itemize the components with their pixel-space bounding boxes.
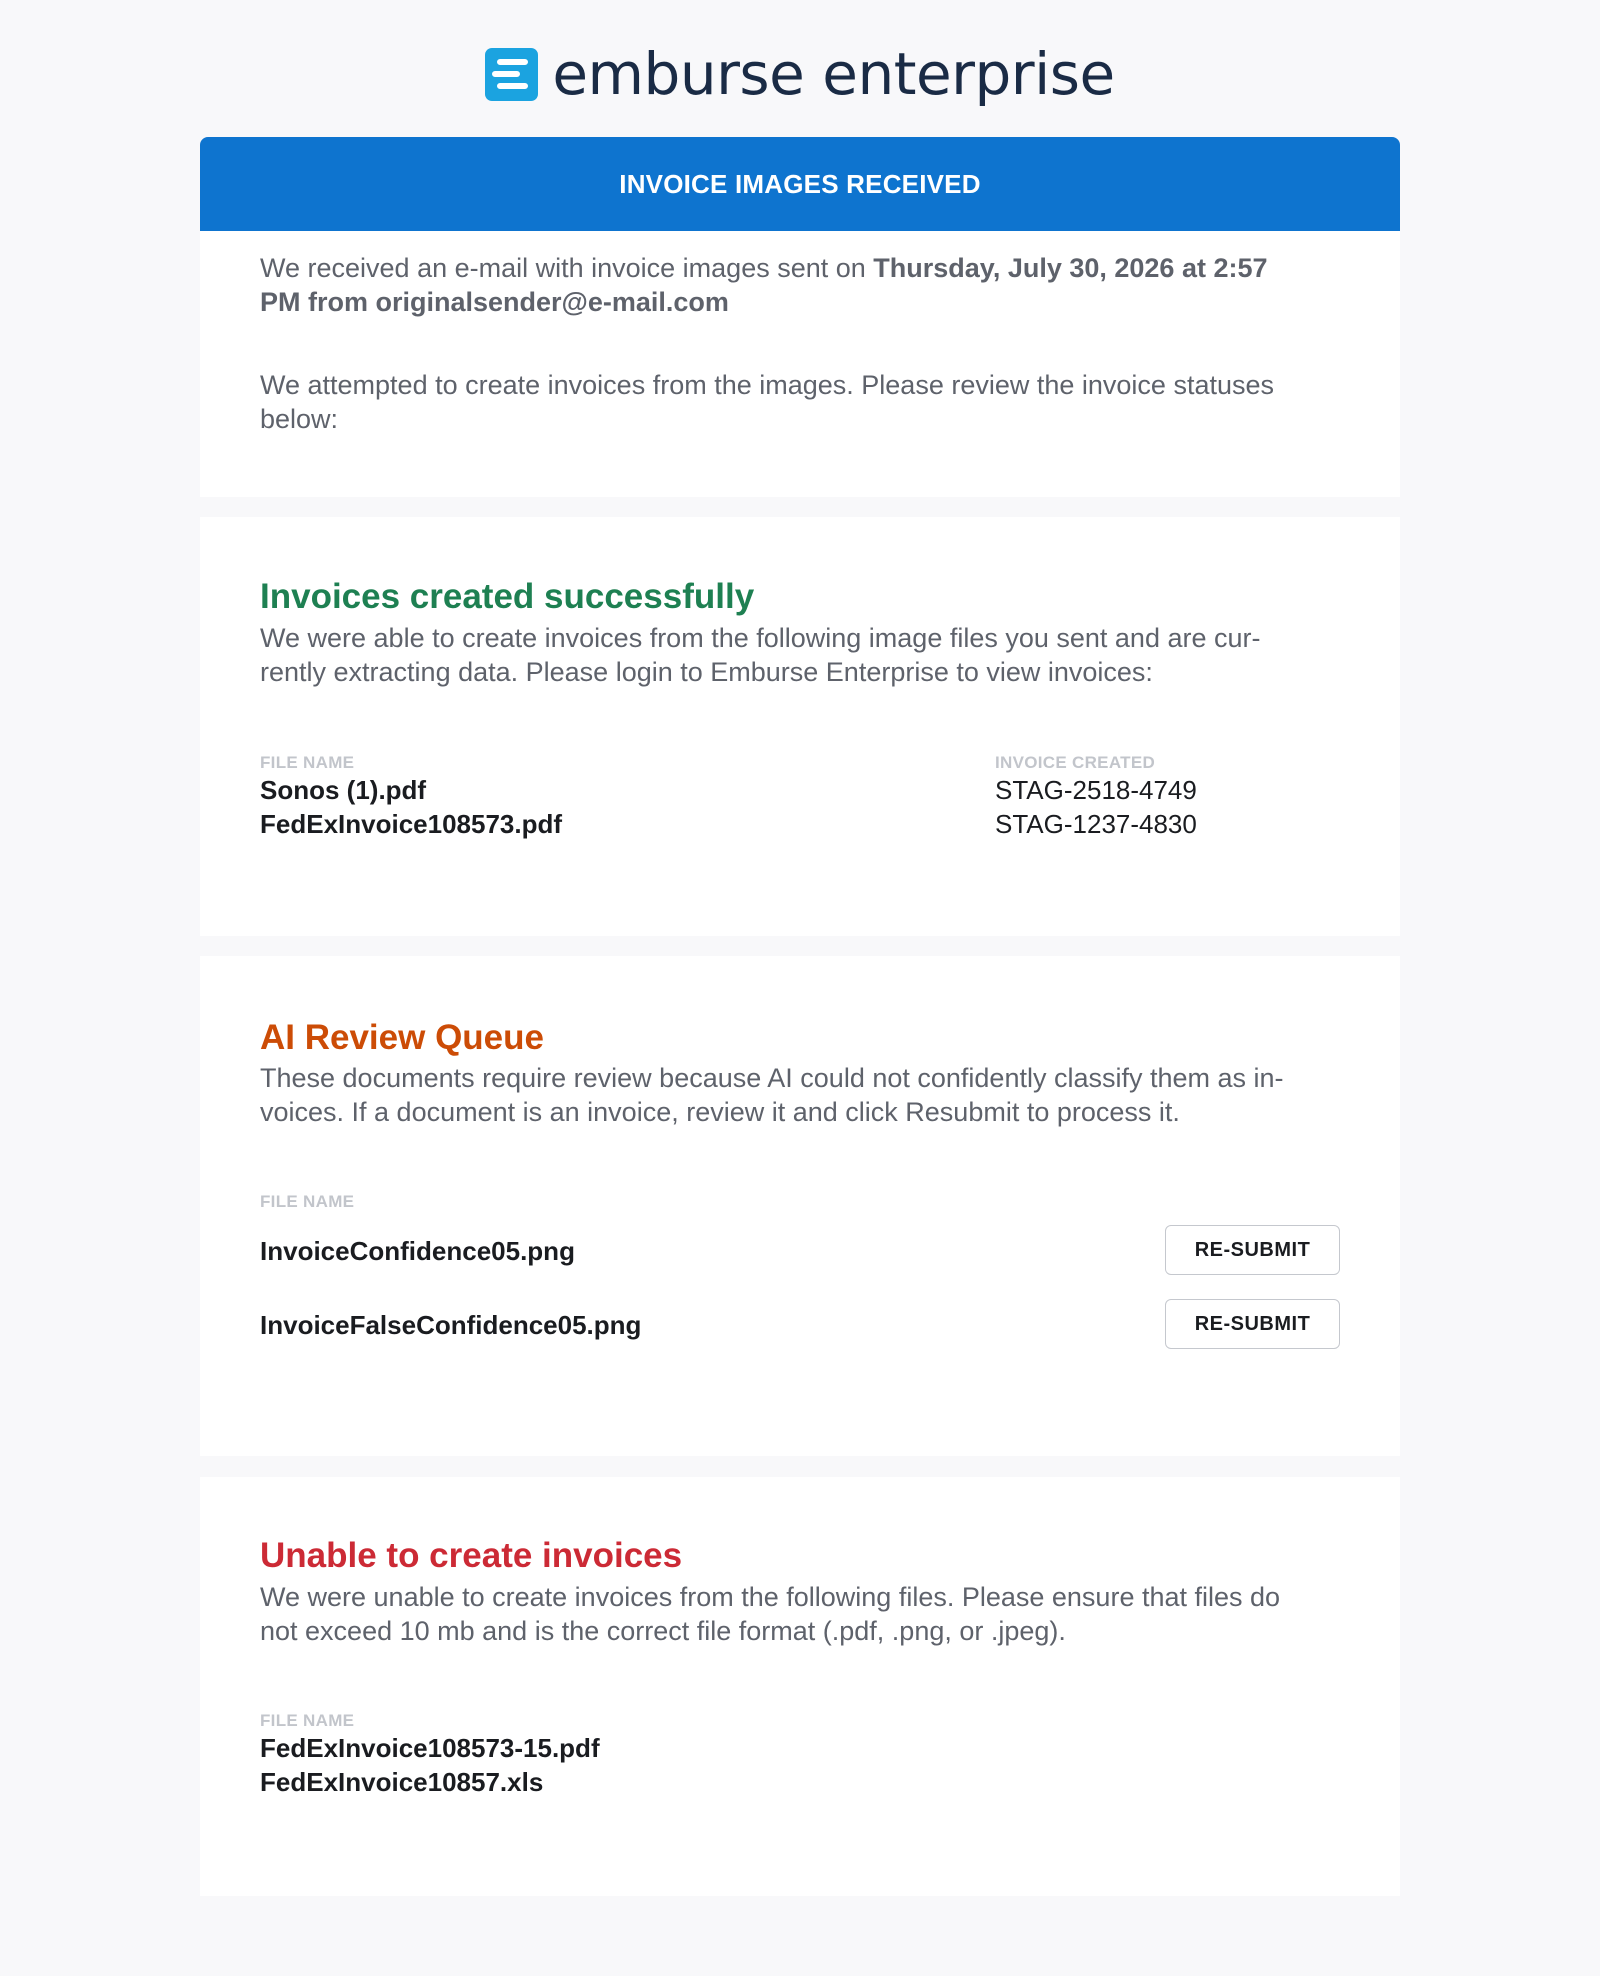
header-title: INVOICE IMAGES RECEIVED — [619, 168, 981, 199]
resubmit-button-1[interactable]: RE-SUBMIT — [1165, 1225, 1340, 1275]
emburse-logo-icon — [485, 48, 538, 101]
success-invoice-1: STAG-2518-4749 — [995, 775, 1197, 805]
success-file-1: Sonos (1).pdf — [260, 775, 427, 805]
intro-received-date: Thursday, July 30, 2026 at 2:57 — [873, 253, 1268, 283]
intro-received-text — [260, 251, 1360, 319]
failed-description — [260, 1580, 1360, 1648]
success-section — [200, 517, 1400, 936]
success-title: Invoices created successfully — [260, 577, 755, 616]
failed-section — [200, 1477, 1400, 1896]
review-file-2: InvoiceFalseConfidence05.png — [260, 1310, 642, 1340]
intro-attempt-text — [260, 368, 1360, 436]
failed-file-1: FedExInvoice108573-15.pdf — [260, 1733, 600, 1763]
review-description — [260, 1061, 1360, 1129]
resubmit-button-2[interactable]: RE-SUBMIT — [1165, 1299, 1340, 1349]
success-col-invoice-created: INVOICE CREATED — [995, 753, 1156, 772]
success-invoice-2: STAG-1237-4830 — [995, 809, 1197, 839]
review-file-1: InvoiceConfidence05.png — [260, 1236, 575, 1266]
failed-col-file-name: FILE NAME — [260, 1711, 355, 1730]
email-header-banner — [200, 137, 1400, 231]
intro-attempt-line1: We attempted to create invoices from the images. Please review the invoice statuses — [260, 370, 1274, 400]
review-desc-line1: These documents require review because AI could not confidently classify them as in- — [260, 1063, 1284, 1093]
review-section — [200, 956, 1400, 1456]
intro-received-prefix: We received an e-mail with invoice images sent on — [260, 253, 874, 283]
success-file-2: FedExInvoice108573.pdf — [260, 809, 563, 839]
review-col-file-name: FILE NAME — [260, 1192, 355, 1211]
failed-file-2: FedExInvoice10857.xls — [260, 1767, 544, 1797]
failed-title: Unable to create invoices — [260, 1536, 683, 1575]
brand-name: emburse enterprise — [552, 40, 1115, 108]
success-col-file-name: FILE NAME — [260, 753, 355, 772]
review-desc-line2: voices. If a document is an invoice, review it and click Resubmit to process it. — [260, 1097, 1180, 1127]
success-desc-line2: rently extracting data. Please login to Emburse Enterprise to view invoices: — [260, 657, 1153, 687]
intro-received-sender: PM from originalsender@e-mail.com — [260, 287, 729, 317]
failed-desc-line1: We were unable to create invoices from the following files. Please ensure that files do — [260, 1582, 1281, 1612]
intro-attempt-line2: below: — [260, 404, 339, 434]
brand-logo — [0, 40, 1600, 108]
failed-desc-line2: not exceed 10 mb and is the correct file format (.pdf, .png, or .jpeg). — [260, 1616, 1066, 1646]
success-description — [260, 621, 1360, 689]
success-desc-line1: We were able to create invoices from the following image files you sent and are cur- — [260, 623, 1261, 653]
review-title: AI Review Queue — [260, 1018, 544, 1057]
intro-section — [200, 231, 1400, 497]
